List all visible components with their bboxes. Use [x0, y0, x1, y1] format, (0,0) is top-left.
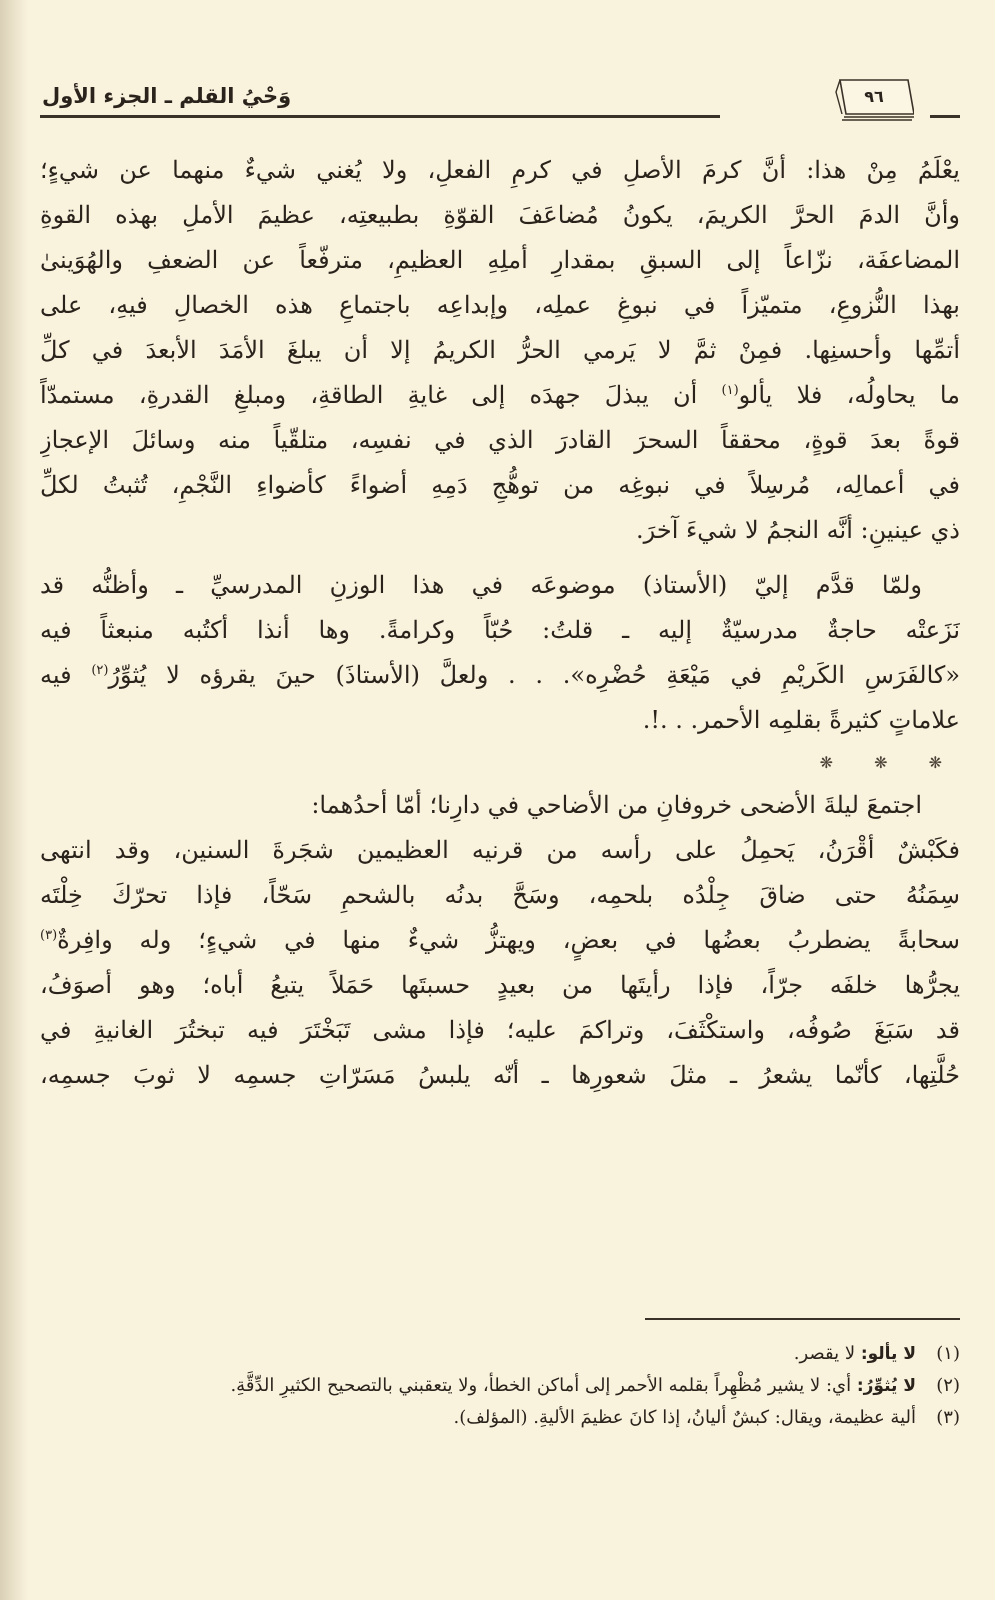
- text-line: بهذا النُّزوعِ، متميّزاً في نبوغِ عملِه، وإبداعِه باجتماعِ هذه الخصالِ فيهِ، على: [40, 291, 960, 319]
- footnote-2: [40, 1370, 960, 1402]
- text-line: ذي عينينِ: أنَّه النجمُ لا شيءَ آخرَ.: [635, 516, 960, 544]
- footnote-rule: [645, 1318, 960, 1320]
- book-title: وَحْيُ القلم ـ الجزء الأول: [42, 84, 292, 108]
- text-line: نَزَعتْه حاجةٌ مدرسيّةٌ إليه ـ قلتُ: حُبّاً وكرامةً. وها أنذا أكتُبه منبعثاً فيه: [40, 616, 960, 644]
- text-line: علاماتٍ كثيرةً بقلمِه الأحمر. . .!.: [642, 706, 960, 734]
- footnote-1: [40, 1338, 960, 1370]
- text-line: فكَبْشٌ أقْرَنُ، يَحمِلُ على رأسه من قرنيه العظيمين شجَرةَ السنين، وقد انتهى: [40, 836, 960, 864]
- text-line: يجرُّها خلفَه جرّاً، فإذا رأيتَها من بعيدٍ حسبتَها حَمَلاً يتبعُ أباه؛ وهو أصوَفُ،: [40, 971, 960, 999]
- text-line: قوةً بعدَ قوةٍ، محققاً السحرَ القادرَ الذي في نفسِه، متلقّياً منه وسائلَ الإعجازِ: [40, 426, 960, 454]
- footnote-text: ألية عظيمة، ويقال: كبشٌ أليانُ، إذا كانَ عظيمَ الأليةِ. (المؤلف).: [453, 1407, 916, 1428]
- paragraph-gap: [40, 553, 960, 563]
- body-text: [40, 148, 960, 1098]
- text-line: أتمِّها وأحسنِها. فمِنْ ثمَّ لا يَرمي الحرُّ الكريمُ إلا أن يبلغَ الأمَدَ الأبعدَ في كلِّ: [40, 336, 960, 364]
- text-line: اجتمعَ ليلةَ الأضحى خروفانِ من الأضاحي في دارِنا؛ أمّا أحدُهما:: [311, 791, 922, 819]
- footnote-ref-1[interactable]: (١): [721, 383, 739, 398]
- text-line: يعْلَمُ مِنْ هذا: أنَّ كرمَ الأصلِ في كرمِ الفعلِ، ولا يُغني شيءٌ منهما عن شيءٍ؛: [40, 156, 960, 184]
- text-segment: أن يبذلَ جهدَه إلى غايةِ الطاقةِ، ومبلغِ القدرةِ، مستمدّاً: [40, 381, 722, 409]
- text-segment: «كالفَرَسِ الكَريْمِ في مَيْعَةِ حُضْرِه». . . ولعلَّ (الأستاذَ) حينَ يقرؤه لا يُثوِّرُ: [108, 661, 960, 689]
- page-number-tab: [826, 78, 914, 118]
- text-line: المضاعفَة، نزّاعاً إلى السبقِ بمقدارِ أملِهِ العظيمِ، مترفّعاً عن الضعفِ والهُوَينىٰ: [40, 246, 960, 274]
- footnote-ref-2[interactable]: (٢): [91, 663, 109, 678]
- text-line: سِمَنُهُ حتى ضاقَ جِلْدُه بلحمِه، وسَحَّ بدنُه بالشحمِ سَحّاً، فإذا تحرّكَ خِلْتَه: [40, 881, 960, 909]
- footnote-text: أي: لا يشير مُظْهِراً بقلمه الأحمر إلى أماكن الخطأ، ولا يتعقبني بالتصحيح الكثيرِ الدِّقَّةِ.: [230, 1375, 857, 1396]
- footnote-number: (٢): [936, 1375, 960, 1396]
- header-rule: [40, 115, 720, 118]
- footnote-text: لا يقصر.: [793, 1343, 861, 1364]
- binding-shadow: [0, 0, 28, 1600]
- text-segment: ما يحاولُه، فلا يألو: [738, 381, 960, 409]
- footnote-number: (٣): [936, 1407, 960, 1428]
- text-line: قد سَبَغَ صُوفُه، واستكْثَفَ، وتراكمَ عليه؛ فإذا مشى تَبَخْتَرَ فيه تبختُرَ الغانيةِ في: [40, 1016, 960, 1044]
- text-segment: فيه: [40, 661, 92, 689]
- footnote-term: لا يألو:: [860, 1344, 916, 1364]
- text-line-with-footnote-ref: [40, 653, 960, 698]
- footnote-ref-3[interactable]: (٣): [40, 928, 58, 943]
- text-line: في أعمالِه، مُرسِلاً في نبوغِه من توهُّجِ دَمِهِ أضواءً كأضواءِ النَّجْمِ، تُثبتُ لكلِّ: [40, 471, 960, 499]
- text-line: ولمّا قدَّم إليّ (الأستاذ) موضوعَه في هذا الوزنِ المدرسيِّ ـ وأظنُّه قد: [40, 571, 922, 599]
- header-rule-right: [930, 115, 960, 118]
- book-page: [40, 0, 960, 1600]
- text-segment: سحابةً يضطربُ بعضُها في بعضٍ، ويهتزُّ شيءٌ منها في شيءٍ؛ وله وافِرةٌ: [57, 926, 960, 954]
- text-line: وأنَّ الدمَ الحرَّ الكريمَ، يكونُ مُضاعَفَ القوّةِ بطبيعتِه، عظيمَ الأملِ بهذه القوةِ: [40, 201, 960, 229]
- running-header: [40, 78, 960, 128]
- footnote-number: (١): [936, 1343, 960, 1364]
- footnote-term: لا يُثوِّرُ:: [856, 1376, 916, 1396]
- footnote-3: [40, 1402, 960, 1434]
- footnotes: [40, 1338, 960, 1434]
- text-line: حُلَّتِها، كأنّما يشعرُ ـ مثلَ شعورِها ـ أنّه يلبسُ مَسَرّاتِ جسمِه لا ثوبَ جسمِه،: [40, 1061, 960, 1089]
- text-line-with-footnote-ref: [40, 373, 960, 418]
- page-number: ٩٦: [864, 87, 884, 106]
- text-line-with-footnote-ref: [40, 918, 960, 963]
- section-separator: ❋ ❋ ❋: [819, 753, 960, 772]
